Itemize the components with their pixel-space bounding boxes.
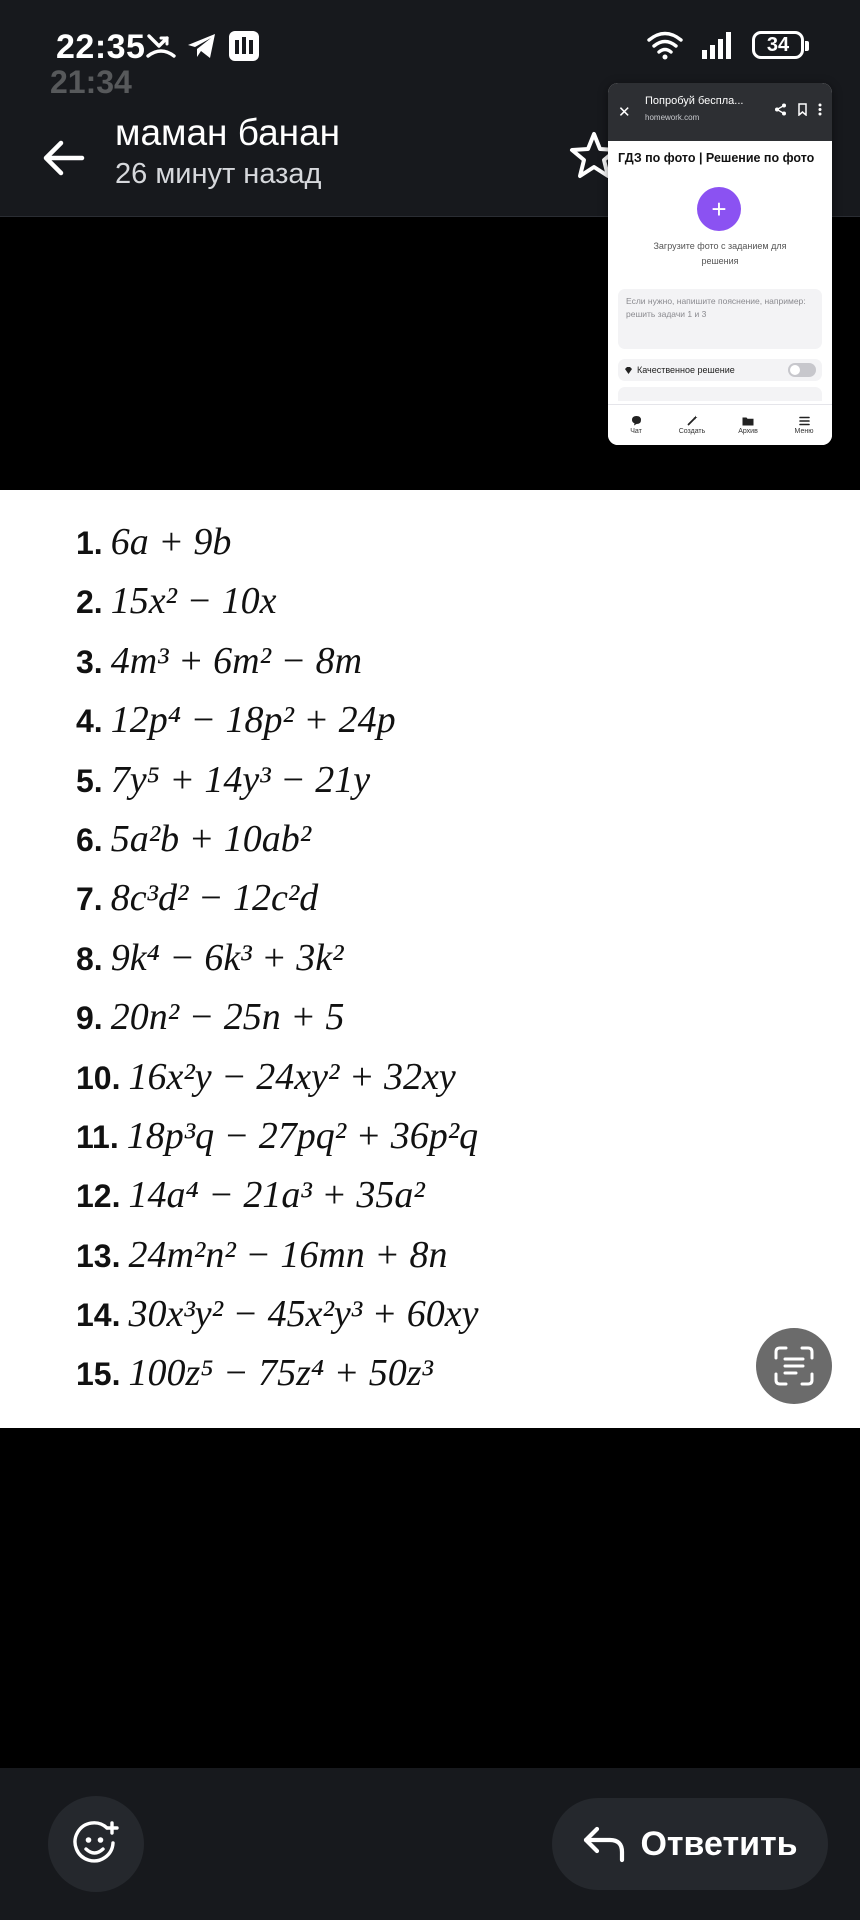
- list-item: [76, 579, 479, 638]
- list-item: [76, 520, 479, 579]
- pip-nav-archive[interactable]: [720, 405, 776, 445]
- photo-image[interactable]: [0, 490, 860, 1428]
- sender-name: маман банан: [115, 112, 341, 153]
- chat-icon: [631, 415, 642, 426]
- bookmark-icon[interactable]: [797, 103, 808, 116]
- problem-expression: 16x²y − 24xy² + 32xy: [128, 1055, 456, 1098]
- vk-app-icon: [228, 30, 260, 62]
- problem-number: 2.: [76, 584, 103, 621]
- notification-icons: [146, 30, 260, 62]
- problem-number: 5.: [76, 762, 103, 799]
- more-vertical-icon[interactable]: [818, 103, 822, 116]
- list-item: [76, 639, 479, 698]
- problem-list: [76, 520, 479, 1411]
- pip-heading: ГДЗ по фото | Решение по фото: [618, 151, 815, 165]
- reply-arrow-icon: [582, 1825, 626, 1863]
- emoji-add-icon: [73, 1821, 119, 1867]
- pip-nav-label: Создать: [678, 428, 706, 435]
- upload-hint: Загрузите фото с заданием для решения: [653, 241, 787, 266]
- problem-number: 15.: [76, 1356, 121, 1393]
- list-item: [76, 1292, 479, 1351]
- status-time: 22:35: [56, 28, 146, 66]
- list-item: [76, 698, 479, 757]
- share-icon[interactable]: [774, 103, 787, 116]
- reaction-button[interactable]: [48, 1796, 144, 1892]
- folder-icon: [742, 416, 754, 426]
- wifi-icon: [646, 30, 684, 60]
- reply-label: Ответить: [640, 1824, 798, 1863]
- battery-indicator: 34: [752, 31, 804, 59]
- reply-button[interactable]: [552, 1798, 828, 1890]
- pip-page-title: Попробуй беспла...: [645, 95, 744, 107]
- problem-number: 8.: [76, 940, 103, 977]
- pip-page-url: homework.com: [645, 113, 700, 122]
- problem-expression: 24m²n² − 16mn + 8n: [128, 1233, 448, 1276]
- text-scan-button[interactable]: [756, 1328, 832, 1404]
- problem-expression: 14a⁴ − 21a³ + 35a²: [128, 1174, 425, 1217]
- problem-number: 14.: [76, 1297, 121, 1334]
- problem-number: 4.: [76, 703, 103, 740]
- problem-expression: 9k⁴ − 6k³ + 3k²: [110, 936, 344, 979]
- problem-number: 9.: [76, 1000, 103, 1037]
- pip-bottom-nav: [608, 404, 832, 445]
- close-icon[interactable]: ✕: [618, 103, 631, 121]
- problem-number: 10.: [76, 1059, 121, 1096]
- problem-expression: 18p³q − 27pq² + 36p²q: [126, 1114, 479, 1157]
- upload-photo-button[interactable]: +: [697, 187, 741, 231]
- list-item: [76, 1233, 479, 1292]
- missed-call-icon: [146, 32, 176, 60]
- pip-actions: [774, 103, 822, 116]
- explanation-input[interactable]: Если нужно, напишите пояснение, например: решить задачи 1 и 3: [618, 289, 822, 349]
- list-item: [76, 1351, 479, 1410]
- problem-number: 3.: [76, 643, 103, 680]
- problem-expression: 12p⁴ − 18p² + 24p: [110, 699, 396, 742]
- pip-nav-label: Чат: [630, 428, 642, 435]
- menu-icon: [799, 416, 810, 426]
- quality-row: [618, 359, 822, 381]
- problem-expression: 4m³ + 6m² − 8m: [110, 639, 363, 682]
- system-icons: [646, 30, 804, 60]
- status-time-ghost: 21:34: [50, 64, 132, 100]
- gem-icon: [624, 366, 633, 375]
- problem-expression: 15x² − 10x: [110, 580, 277, 623]
- pip-nav-label: Архив: [738, 427, 758, 435]
- problem-expression: 5a²b + 10ab²: [110, 817, 312, 860]
- list-item: [76, 936, 479, 995]
- pip-toolbar: [608, 83, 832, 141]
- pip-partial-card: [618, 387, 822, 401]
- problem-number: 13.: [76, 1237, 121, 1274]
- list-item: [76, 995, 479, 1054]
- quality-toggle[interactable]: [788, 363, 816, 377]
- magic-wand-icon: [687, 415, 698, 426]
- problem-expression: 7y⁵ + 14y³ − 21y: [110, 758, 371, 801]
- list-item: [76, 1114, 479, 1173]
- bottom-bar: [0, 1768, 860, 1920]
- list-item: [76, 876, 479, 935]
- pip-nav-menu[interactable]: [776, 405, 832, 445]
- sent-time: 26 минут назад: [115, 158, 322, 190]
- problem-expression: 20n² − 25n + 5: [110, 996, 345, 1039]
- pip-browser-window[interactable]: [608, 83, 832, 445]
- text-recognition-icon: [772, 1344, 816, 1388]
- problem-number: 12.: [76, 1178, 121, 1215]
- problem-expression: 6a + 9b: [110, 521, 232, 563]
- problem-number: 1.: [76, 525, 103, 561]
- list-item: [76, 1173, 479, 1232]
- pip-nav-label: Меню: [794, 427, 814, 435]
- quality-label: Качественное решение: [637, 365, 735, 375]
- problem-number: 6.: [76, 821, 103, 858]
- problem-expression: 100z⁵ − 75z⁴ + 50z³: [128, 1352, 433, 1395]
- signal-icon: [700, 30, 736, 60]
- problem-expression: 30x³y² − 45x²y³ + 60xy: [128, 1293, 479, 1336]
- problem-expression: 8c³d² − 12c²d: [110, 877, 319, 920]
- list-item: [76, 758, 479, 817]
- list-item: [76, 817, 479, 876]
- pip-nav-create[interactable]: [664, 405, 720, 445]
- problem-number: 7.: [76, 881, 103, 918]
- pip-nav-chat[interactable]: [608, 405, 664, 445]
- telegram-icon: [186, 32, 218, 60]
- back-button[interactable]: [34, 128, 94, 188]
- arrow-left-icon: [42, 138, 86, 178]
- problem-number: 11.: [76, 1118, 119, 1155]
- list-item: [76, 1055, 479, 1114]
